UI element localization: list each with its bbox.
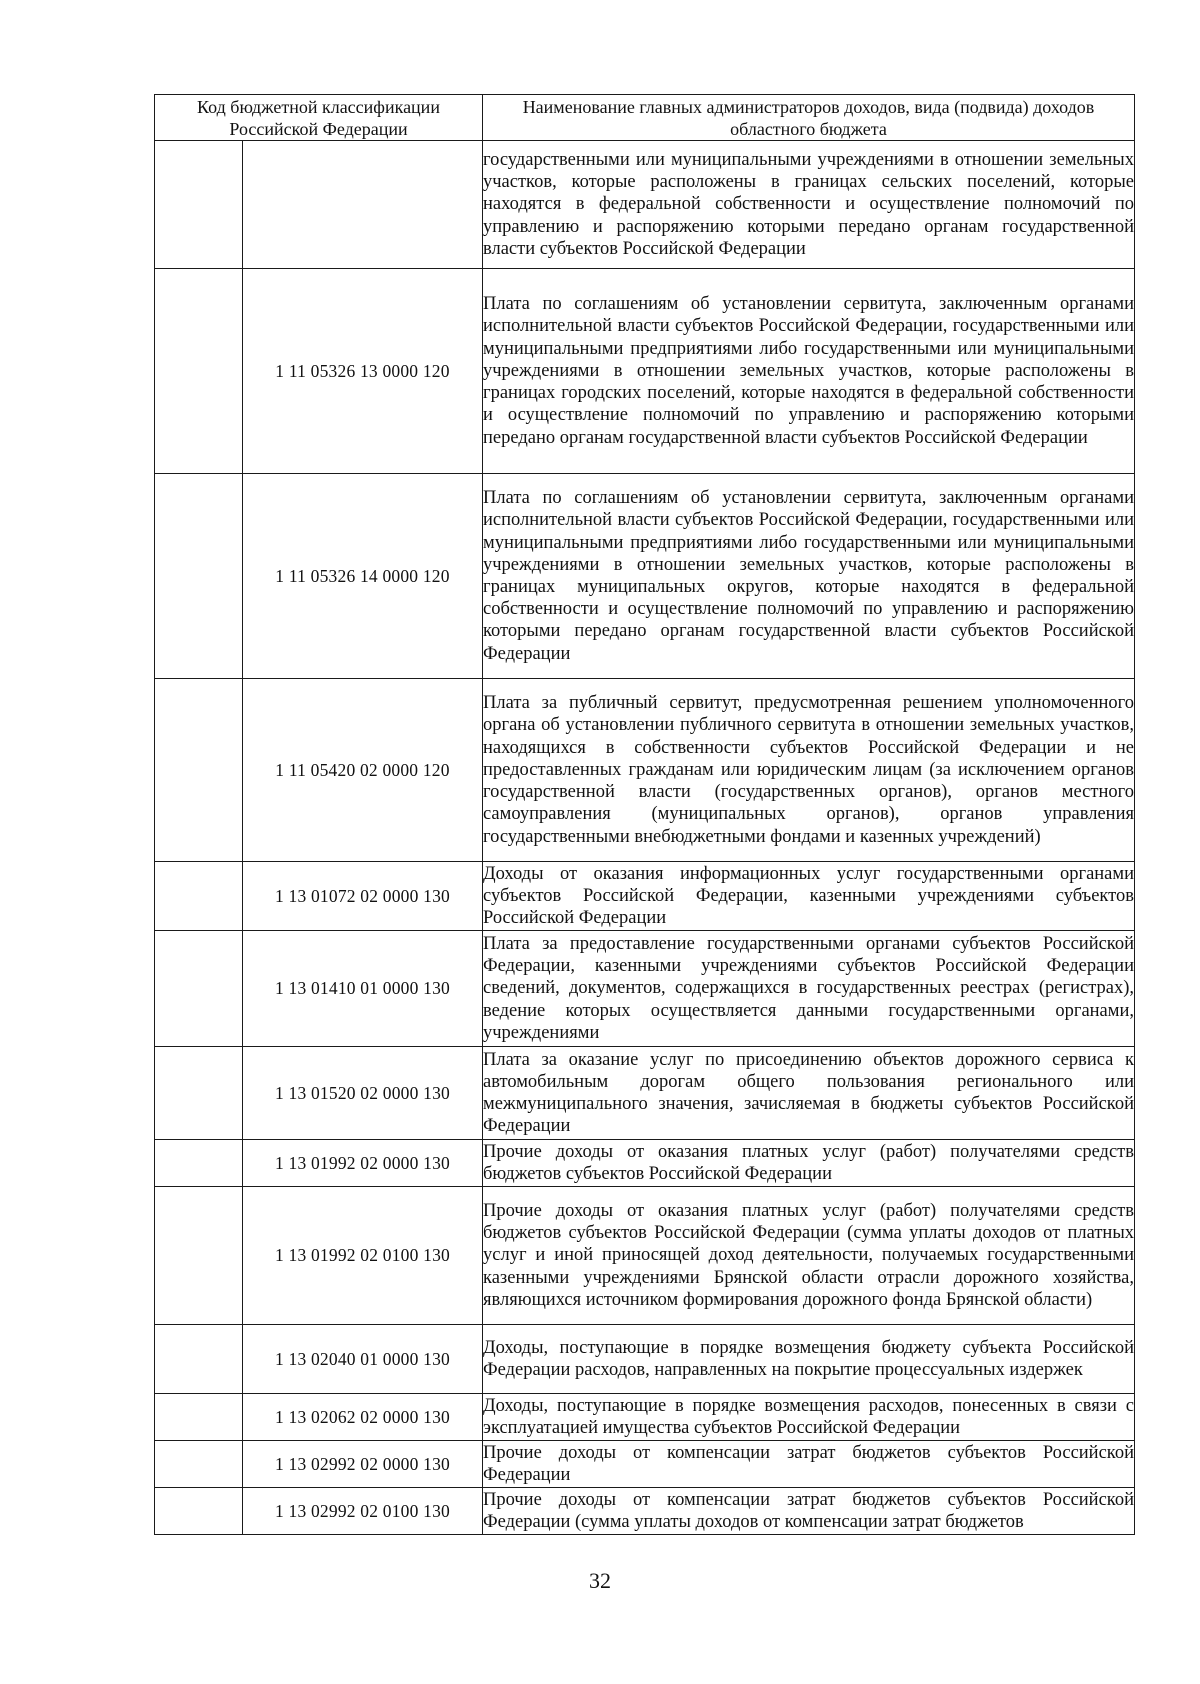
table-row xyxy=(155,1394,1135,1441)
table-row xyxy=(155,1140,1135,1187)
budget-code-cell: 1 13 01410 01 0000 130 xyxy=(243,931,483,1047)
table-row xyxy=(155,474,1135,679)
income-name-cell: Доходы от оказания информационных услуг государственными органами субъектов Российской Федерации, казенными учреждениями субъектов Российской Федерации xyxy=(483,862,1135,931)
budget-code-cell: 1 11 05326 13 0000 120 xyxy=(243,269,483,474)
income-name-cell: Доходы, поступающие в порядке возмещения бюджету субъекта Российской Федерации расходов, направленных на покрытие процессуальных издержек xyxy=(483,1325,1135,1394)
admin-code-cell xyxy=(155,1140,243,1187)
admin-code-cell xyxy=(155,141,243,269)
budget-code-cell: 1 13 01992 02 0100 130 xyxy=(243,1187,483,1325)
income-name-cell: Прочие доходы от оказания платных услуг (работ) получателями средств бюджетов субъектов Российской Федерации xyxy=(483,1140,1135,1187)
table-row xyxy=(155,1047,1135,1140)
admin-code-cell xyxy=(155,1394,243,1441)
admin-code-cell xyxy=(155,1325,243,1394)
table-row xyxy=(155,1441,1135,1488)
income-name-cell: Плата по соглашениям об установлении сервитута, заключенным органами исполнительной власти субъектов Российской Федерации, государственными или муниципальными предприятиями либо государственными или муниципальными учреждениями в отношении земельных участков, которые расположены в границах муниципальных округов, которые находятся в федеральной собственности и осуществление полномочий по управлению и распоряжению которыми передано органам государственной власти субъектов Российской Федерации xyxy=(483,474,1135,679)
header-code-column: Код бюджетной классификации Российской Федерации xyxy=(155,95,483,141)
budget-classification-table xyxy=(154,94,1135,1535)
table-row xyxy=(155,1325,1135,1394)
income-name-cell: Плата за предоставление государственными органами субъектов Российской Федерации, казенными учреждениями субъектов Российской Федерации сведений, документов, содержащихся в государственных реестрах (регистрах), ведение которых осуществляется данными государственными органами, учреждениями xyxy=(483,931,1135,1047)
budget-code-cell: 1 13 02992 02 0000 130 xyxy=(243,1441,483,1488)
admin-code-cell xyxy=(155,862,243,931)
admin-code-cell xyxy=(155,1488,243,1535)
header-name-column: Наименование главных администраторов доходов, вида (подвида) доходов областного бюджета xyxy=(483,95,1135,141)
income-name-cell: Плата по соглашениям об установлении сервитута, заключенным органами исполнительной власти субъектов Российской Федерации, государственными или муниципальными предприятиями либо государственными или муниципальными учреждениями в отношении земельных участков, которые расположены в границах городских поселений, которые находятся в федеральной собственности и осуществление полномочий по управлению и распоряжению которыми передано органам государственной власти субъектов Российской Федерации xyxy=(483,269,1135,474)
page-number: 32 xyxy=(589,1568,611,1593)
budget-code-cell: 1 13 01992 02 0000 130 xyxy=(243,1140,483,1187)
admin-code-cell xyxy=(155,1441,243,1488)
income-name-cell: Плата за публичный сервитут, предусмотренная решением уполномоченного органа об установлении публичного сервитута в отношении земельных участков, находящихся в собственности субъектов Российской Федерации и не предоставленных гражданам или юридическим лицам (за исключением органов государственной власти (государственных органов), органов местного самоуправления (муниципальных органов), органов управления государственными внебюджетными фондами и казенных учреждений) xyxy=(483,679,1135,862)
admin-code-cell xyxy=(155,679,243,862)
income-name-cell: Прочие доходы от компенсации затрат бюджетов субъектов Российской Федерации xyxy=(483,1441,1135,1488)
budget-code-cell: 1 11 05420 02 0000 120 xyxy=(243,679,483,862)
budget-code-cell: 1 13 02992 02 0100 130 xyxy=(243,1488,483,1535)
table-row xyxy=(155,269,1135,474)
table-row xyxy=(155,679,1135,862)
table-row xyxy=(155,1187,1135,1325)
admin-code-cell xyxy=(155,474,243,679)
admin-code-cell xyxy=(155,931,243,1047)
budget-code-cell: 1 11 05326 14 0000 120 xyxy=(243,474,483,679)
admin-code-cell xyxy=(155,1047,243,1140)
income-name-cell: Плата за оказание услуг по присоединению объектов дорожного сервиса к автомобильным дорогам общего пользования регионального или межмуниципального значения, зачисляемая в бюджеты субъектов Российской Федерации xyxy=(483,1047,1135,1140)
budget-code-cell: 1 13 01520 02 0000 130 xyxy=(243,1047,483,1140)
income-name-cell: Доходы, поступающие в порядке возмещения расходов, понесенных в связи с эксплуатацией имущества субъектов Российской Федерации xyxy=(483,1394,1135,1441)
table-row xyxy=(155,141,1135,269)
table-row xyxy=(155,862,1135,931)
table-header-row xyxy=(155,95,1135,141)
income-name-cell: Прочие доходы от оказания платных услуг (работ) получателями средств бюджетов субъектов Российской Федерации (сумма уплаты доходов от платных услуг и иной приносящей доход деятельности, получаемых государственными казенными учреждениями Брянской области отрасли дорожного хозяйства, являющихся источником формирования дорожного фонда Брянской области) xyxy=(483,1187,1135,1325)
table-row xyxy=(155,1488,1135,1535)
admin-code-cell xyxy=(155,1187,243,1325)
budget-code-cell: 1 13 02062 02 0000 130 xyxy=(243,1394,483,1441)
budget-code-cell: 1 13 02040 01 0000 130 xyxy=(243,1325,483,1394)
budget-code-cell xyxy=(243,141,483,269)
income-name-cell: государственными или муниципальными учреждениями в отношении земельных участков, которые расположены в границах сельских поселений, которые находятся в федеральной собственности и осуществление полномочий по управлению и распоряжению которыми передано органам государственной власти субъектов Российской Федерации xyxy=(483,141,1135,269)
table-row xyxy=(155,931,1135,1047)
document-page xyxy=(154,94,1134,1535)
income-name-cell: Прочие доходы от компенсации затрат бюджетов субъектов Российской Федерации (сумма уплаты доходов от компенсации затрат бюджетов xyxy=(483,1488,1135,1535)
table-body xyxy=(155,141,1135,1535)
admin-code-cell xyxy=(155,269,243,474)
budget-code-cell: 1 13 01072 02 0000 130 xyxy=(243,862,483,931)
